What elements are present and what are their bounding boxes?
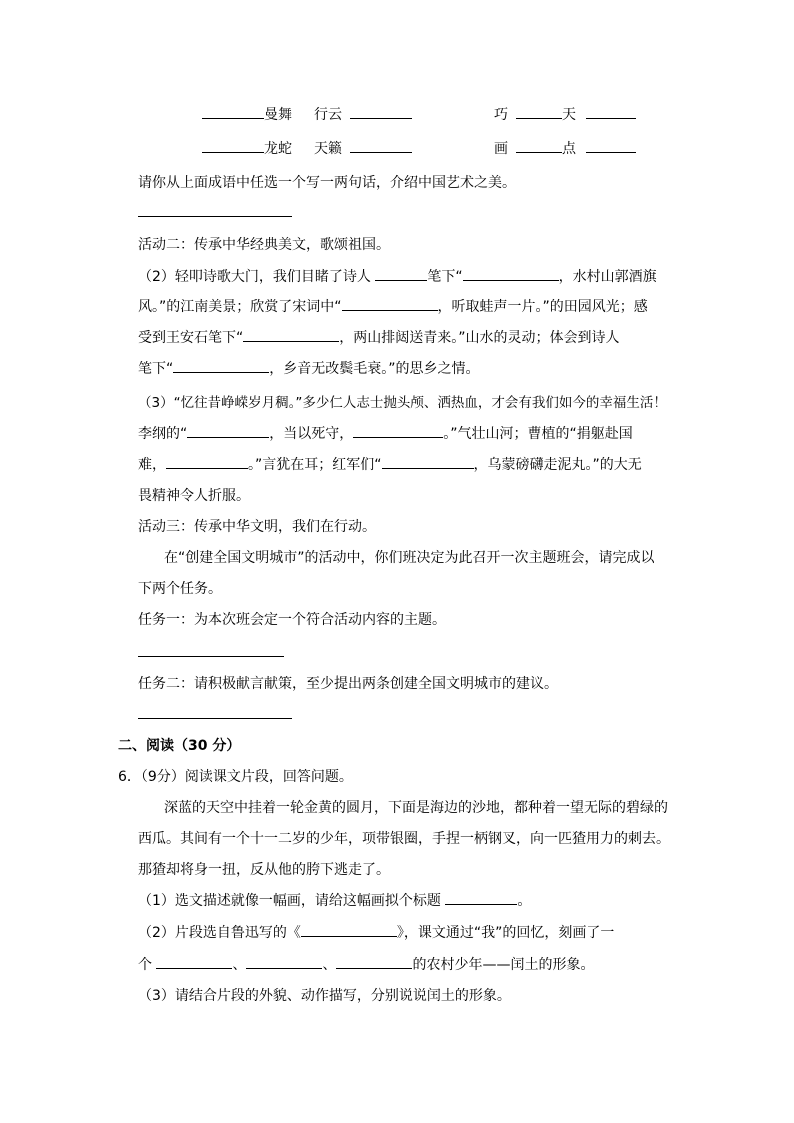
q3-line-1: （3）“忆往昔峥嵘岁月稠。”多少仁人志士抛头颅、洒热血，才会有我们如今的幸福生活！ [138,395,667,411]
passage-line-3: 那猹却将身一扭，反从他的胯下逃走了。 [138,862,390,878]
idiom-row-2-left [202,138,412,160]
answer-blank[interactable] [445,890,517,905]
idiom-row-2-right [494,138,636,160]
idiom-text: 龙蛇 [264,141,292,157]
question-prompt: 请你从上面成语中任选一个写一两句话，介绍中国艺术之美。 [138,175,516,191]
task-two: 任务二：请积极献言献策，至少提出两条创建全国文明城市的建议。 [138,676,558,692]
task-one: 任务一：为本次班会定一个符合活动内容的主题。 [138,612,446,628]
activity-three-heading: 活动三：传承中华文明，我们在行动。 [138,519,376,535]
answer-blank[interactable] [336,954,412,969]
q3-line-4: 畏精神令人折服。 [138,488,250,504]
intro-line-1: 在“创建全国文明城市”的活动中，你们班决定为此召开一次主题班会，请完成以 [164,550,655,566]
idiom-text: 画 [494,141,508,157]
answer-blank[interactable] [375,266,427,281]
activity-two-heading: 活动二：传承中华经典美文，歌颂祖国。 [138,237,390,253]
passage-line-1: 深蓝的天空中挂着一轮金黄的圆月，下面是海边的沙地，都种着一望无际的碧绿的 [164,800,668,816]
answer-blank[interactable] [202,138,264,153]
answer-blank[interactable] [166,454,248,469]
idiom-text: 曼舞 [264,107,292,123]
answer-blank[interactable] [342,296,438,311]
intro-line-2: 下两个任务。 [138,581,222,597]
answer-blank[interactable] [156,954,232,969]
idiom-text: 巧 [494,107,508,123]
idiom-text: 天 [562,107,576,123]
q2-line-1: （2）轻叩诗歌大门，我们目睹了诗人 笔下“ ，水村山郭酒旗 [138,266,657,288]
sub-question-2-line-1: （2）片段选自鲁迅写的《 》，课文通过“我”的回忆，刻画了一 [138,922,614,944]
q3-line-2: 李纲的“ ，当以死守， 。”气壮山河；曹植的“捐躯赴国 [138,423,633,445]
answer-blank[interactable] [586,138,636,153]
answer-blank[interactable] [586,104,636,119]
idiom-text: 点 [562,141,576,157]
answer-blank[interactable] [350,104,412,119]
q2-line-2: 风。”的江南美景；欣赏了宋词中“ ，听取蛙声一片。”的田园风光；感 [138,296,648,318]
passage-line-2: 西瓜。其间有一个十一二岁的少年，项带银圈，手捏一柄钢叉，向一匹猹用力的刺去。 [138,831,670,847]
q3-line-3: 难， 。”言犹在耳；红军们“ ，乌蒙磅礴走泥丸。”的大无 [138,454,642,476]
answer-blank[interactable] [350,138,412,153]
question-six: 6．（9分）阅读课文片段，回答问题。 [118,769,353,785]
sub-question-2-line-2: 个 、 、 的农村少年——闰土的形象。 [138,954,594,976]
answer-blank[interactable] [246,954,322,969]
q2-line-3: 受到王安石笔下“ ，两山排闼送青来。”山水的灵动；体会到诗人 [138,327,620,349]
answer-blank[interactable] [173,358,269,373]
idiom-text: 天籁 [314,141,342,157]
idiom-row-1-left [202,104,412,126]
q2-line-4: 笔下“ ，乡音无改鬓毛衰。”的思乡之情。 [138,358,480,380]
answer-blank[interactable] [187,423,269,438]
answer-blank[interactable] [202,104,264,119]
sub-question-1: （1）选文描述就像一幅画，请给这幅画拟个标题 。 [138,890,531,912]
answer-line[interactable] [138,718,292,719]
answer-line[interactable] [138,216,292,217]
answer-blank[interactable] [353,423,443,438]
answer-blank[interactable] [301,922,397,937]
idiom-row-1-right [494,104,636,126]
idiom-text: 行云 [314,107,342,123]
answer-blank[interactable] [382,454,474,469]
answer-line[interactable] [138,656,284,657]
answer-blank[interactable] [516,138,562,153]
answer-blank[interactable] [243,327,339,342]
answer-blank[interactable] [516,104,562,119]
answer-blank[interactable] [463,266,559,281]
sub-question-3: （3）请结合片段的外貌、动作描写，分别说说闰土的形象。 [138,988,511,1004]
section-two-heading: 二、阅读（30 分） [118,738,241,754]
